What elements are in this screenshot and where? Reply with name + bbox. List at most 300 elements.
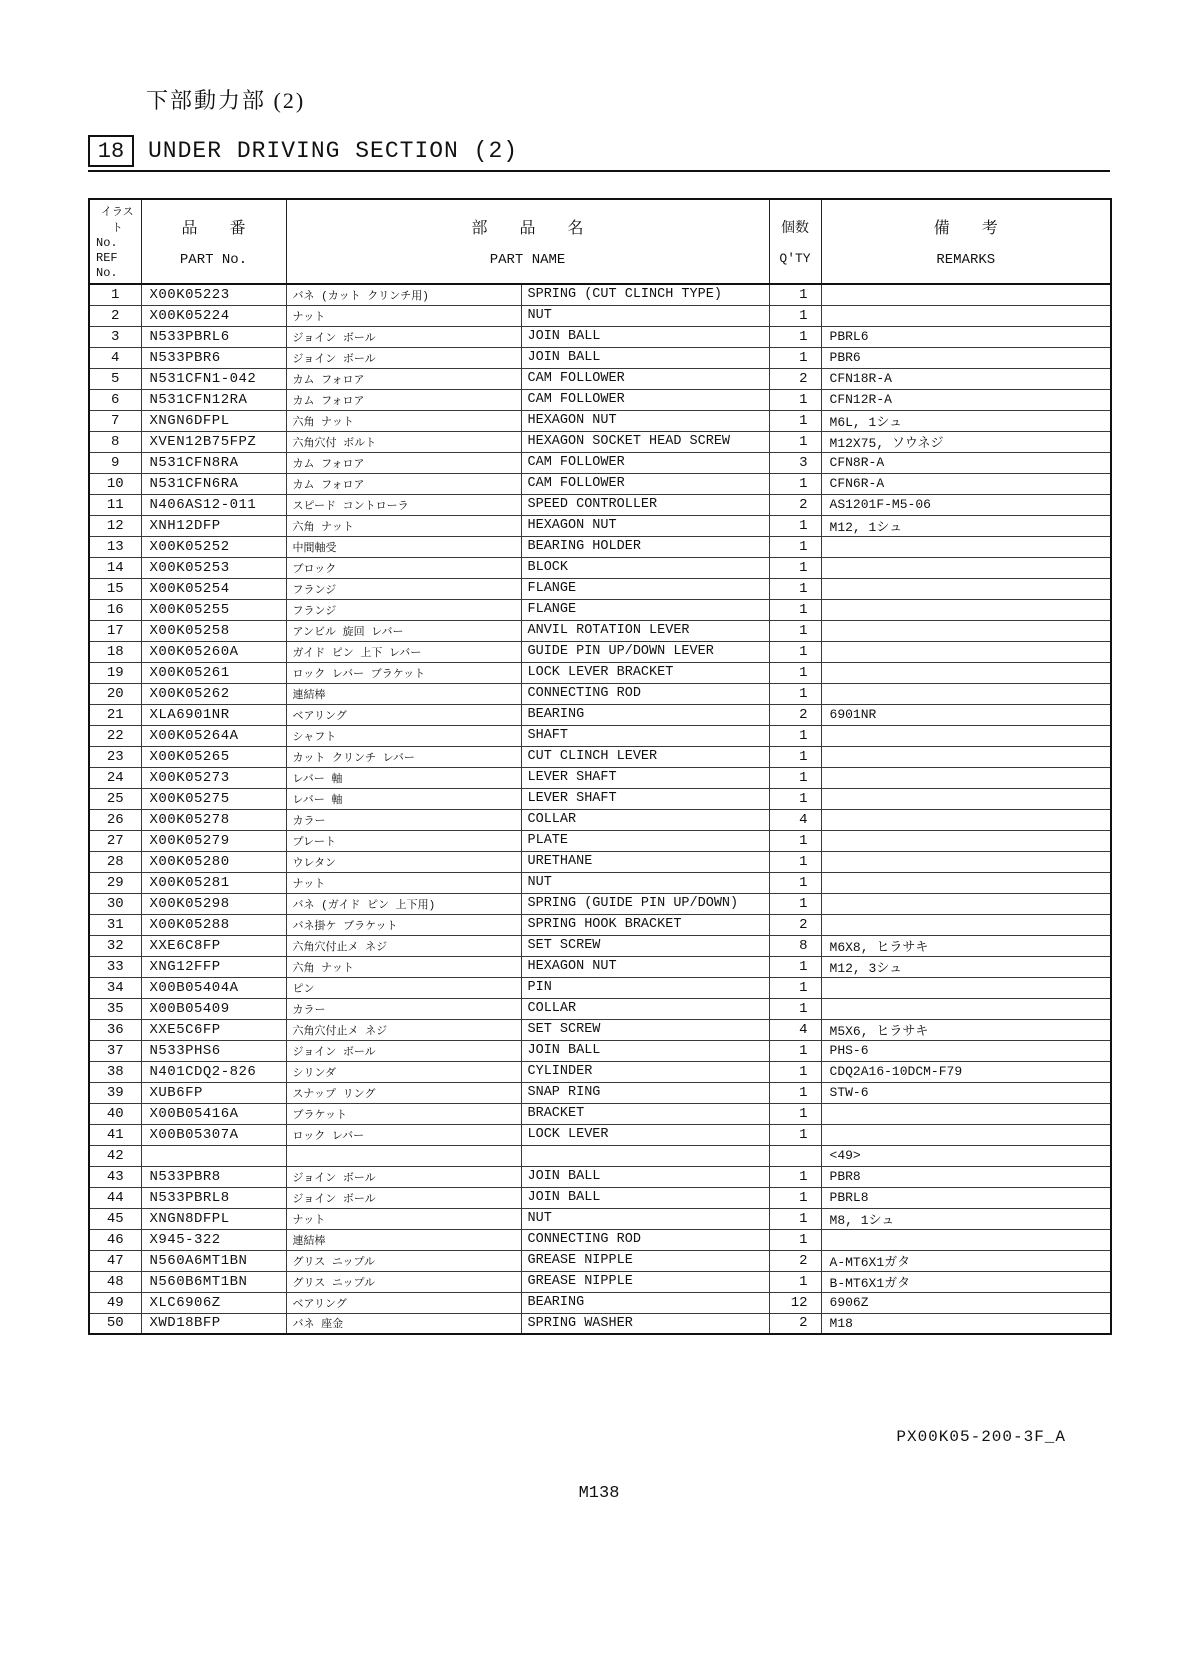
table-row [89,767,1111,788]
ref-no-cell: 26 [89,809,141,830]
part-no-cell: X00B05307A [141,1124,286,1145]
part-name-en-cell: SPRING (CUT CLINCH TYPE) [521,284,769,305]
part-no-cell: X00K05254 [141,578,286,599]
remarks-cell: <49> [821,1145,1111,1166]
part-name-jp-cell: グリス ニップル [286,1271,521,1292]
column-header-part-name [286,199,769,284]
remarks-cell [821,284,1111,305]
part-name-en-cell: FLANGE [521,578,769,599]
ref-no-cell: 9 [89,452,141,473]
remarks-cell [821,536,1111,557]
qty-cell: 1 [769,347,821,368]
remarks-cell: M12X75, ソウネジ [821,431,1111,452]
part-no-cell: N533PBRL8 [141,1187,286,1208]
remarks-cell [821,851,1111,872]
page-number: M138 [578,1484,620,1503]
remarks-cell [821,1229,1111,1250]
ref-no-cell: 39 [89,1082,141,1103]
part-name-jp-cell: カラー [286,998,521,1019]
qty-cell: 1 [769,641,821,662]
document-code: PX00K05-200-3F_A [896,1428,1066,1446]
qty-cell: 1 [769,893,821,914]
qty-cell: 2 [769,1250,821,1271]
part-name-jp-cell: 六角穴付止メ ネジ [286,1019,521,1040]
ref-no-cell: 17 [89,620,141,641]
ref-no-cell: 12 [89,515,141,536]
part-name-en-cell: BLOCK [521,557,769,578]
part-name-jp-cell: フランジ [286,599,521,620]
remarks-cell: M12, 3シュ [821,956,1111,977]
part-name-jp-cell: ジョイン ボール [286,326,521,347]
part-no-cell: X00K05253 [141,557,286,578]
table-row [89,893,1111,914]
qty-cell: 1 [769,410,821,431]
part-name-en-cell: CAM FOLLOWER [521,389,769,410]
part-name-jp-cell: シリンダ [286,1061,521,1082]
part-name-en-cell: PIN [521,977,769,998]
part-no-cell: X00K05265 [141,746,286,767]
header-part-name-jp: 部 品 名 [471,220,584,239]
remarks-cell [821,620,1111,641]
part-no-cell: X00K05260A [141,641,286,662]
part-no-cell [141,1145,286,1166]
part-name-jp-cell: ガイド ピン 上下 レバー [286,641,521,662]
part-name-jp-cell: ジョイン ボール [286,1040,521,1061]
part-name-jp-cell: 六角 ナット [286,956,521,977]
ref-no-cell: 20 [89,683,141,704]
ref-no-cell: 33 [89,956,141,977]
remarks-cell: 6906Z [821,1292,1111,1313]
part-no-cell: XUB6FP [141,1082,286,1103]
qty-cell: 1 [769,725,821,746]
table-row [89,977,1111,998]
table-row [89,1208,1111,1229]
qty-cell: 1 [769,599,821,620]
remarks-cell: 6901NR [821,704,1111,725]
part-name-jp-cell: カム フォロア [286,389,521,410]
part-name-en-cell: SPRING HOOK BRACKET [521,914,769,935]
ref-no-cell: 1 [89,284,141,305]
part-name-en-cell: URETHANE [521,851,769,872]
table-row [89,1103,1111,1124]
qty-cell: 1 [769,746,821,767]
part-name-en-cell: COLLAR [521,998,769,1019]
qty-cell: 1 [769,1061,821,1082]
part-no-cell: X00K05275 [141,788,286,809]
remarks-cell [821,641,1111,662]
part-name-jp-cell: 六角穴付 ボルト [286,431,521,452]
remarks-cell: CFN12R-A [821,389,1111,410]
part-name-jp-cell: ピン [286,977,521,998]
qty-cell: 1 [769,1208,821,1229]
part-name-en-cell: BRACKET [521,1103,769,1124]
part-name-jp-cell: ジョイン ボール [286,1187,521,1208]
remarks-cell [821,809,1111,830]
section-header [88,135,1110,172]
part-name-en-cell: CAM FOLLOWER [521,473,769,494]
part-no-cell: X00K05280 [141,851,286,872]
part-name-jp-cell [286,1145,521,1166]
table-row [89,935,1111,956]
ref-no-cell: 49 [89,1292,141,1313]
part-name-jp-cell: ナット [286,872,521,893]
part-no-cell: XXE5C6FP [141,1019,286,1040]
part-name-jp-cell: ジョイン ボール [286,347,521,368]
remarks-cell: PBR8 [821,1166,1111,1187]
qty-cell: 1 [769,431,821,452]
ref-no-cell: 28 [89,851,141,872]
ref-no-cell: 46 [89,1229,141,1250]
part-name-jp-cell: 中間軸受 [286,536,521,557]
ref-no-cell: 11 [89,494,141,515]
ref-no-cell: 8 [89,431,141,452]
table-row [89,326,1111,347]
part-no-cell: X00K05223 [141,284,286,305]
part-name-jp-cell: ナット [286,305,521,326]
table-row [89,1229,1111,1250]
part-name-jp-cell: グリス ニップル [286,1250,521,1271]
part-name-jp-cell: バネ (ガイド ピン 上下用) [286,893,521,914]
remarks-cell: CDQ2A16-10DCM-F79 [821,1061,1111,1082]
qty-cell: 2 [769,494,821,515]
part-name-en-cell: SPRING WASHER [521,1313,769,1334]
part-no-cell: XNG12FFP [141,956,286,977]
part-name-en-cell: GREASE NIPPLE [521,1271,769,1292]
remarks-cell: AS1201F-M5-06 [821,494,1111,515]
remarks-cell: M8, 1シュ [821,1208,1111,1229]
ref-no-cell: 35 [89,998,141,1019]
table-row [89,1292,1111,1313]
part-name-jp-cell: レバー 軸 [286,767,521,788]
qty-cell: 1 [769,956,821,977]
remarks-cell: STW-6 [821,1082,1111,1103]
ref-no-cell: 29 [89,872,141,893]
part-name-en-cell: GREASE NIPPLE [521,1250,769,1271]
part-name-en-cell: SET SCREW [521,1019,769,1040]
qty-cell: 1 [769,557,821,578]
part-no-cell: N533PHS6 [141,1040,286,1061]
part-no-cell: N533PBRL6 [141,326,286,347]
remarks-cell [821,557,1111,578]
remarks-cell [821,872,1111,893]
part-name-en-cell: CUT CLINCH LEVER [521,746,769,767]
remarks-cell [821,305,1111,326]
column-header-part-no [141,199,286,284]
part-no-cell: X00K05298 [141,893,286,914]
qty-cell: 1 [769,1040,821,1061]
table-row [89,704,1111,725]
part-name-en-cell: COLLAR [521,809,769,830]
part-no-cell: XNGN6DFPL [141,410,286,431]
qty-cell: 2 [769,368,821,389]
header-ref-jp: イラスト [100,207,134,235]
remarks-cell: M12, 1シュ [821,515,1111,536]
part-name-jp-cell: スピード コントローラ [286,494,521,515]
ref-no-cell: 5 [89,368,141,389]
table-row [89,998,1111,1019]
part-name-en-cell: CAM FOLLOWER [521,452,769,473]
table-row [89,1019,1111,1040]
ref-no-cell: 48 [89,1271,141,1292]
part-name-en-cell: NUT [521,872,769,893]
ref-no-cell: 7 [89,410,141,431]
table-row [89,431,1111,452]
qty-cell: 2 [769,1313,821,1334]
part-name-en-cell: SET SCREW [521,935,769,956]
qty-cell: 1 [769,578,821,599]
part-name-jp-cell: カム フォロア [286,473,521,494]
part-no-cell: X00K05264A [141,725,286,746]
part-name-en-cell: LEVER SHAFT [521,767,769,788]
table-row [89,809,1111,830]
parts-table-body [89,284,1111,1334]
part-no-cell: X00K05261 [141,662,286,683]
table-row [89,389,1111,410]
qty-cell [769,1145,821,1166]
qty-cell: 2 [769,914,821,935]
part-no-cell: XLA6901NR [141,704,286,725]
table-row [89,536,1111,557]
remarks-cell: CFN6R-A [821,473,1111,494]
remarks-cell [821,788,1111,809]
part-no-cell: X00K05252 [141,536,286,557]
column-header-ref [89,199,141,284]
remarks-cell: CFN18R-A [821,368,1111,389]
ref-no-cell: 43 [89,1166,141,1187]
part-no-cell: N533PBR6 [141,347,286,368]
part-no-cell: N406AS12-011 [141,494,286,515]
part-name-jp-cell: 連結棒 [286,683,521,704]
part-name-jp-cell: ベアリング [286,1292,521,1313]
part-name-jp-cell: フランジ [286,578,521,599]
qty-cell: 8 [769,935,821,956]
table-row [89,1271,1111,1292]
part-name-en-cell: CAM FOLLOWER [521,368,769,389]
part-no-cell: N531CFN6RA [141,473,286,494]
table-row [89,452,1111,473]
ref-no-cell: 32 [89,935,141,956]
table-row [89,1166,1111,1187]
part-name-jp-cell: バネ (カット クリンチ用) [286,284,521,305]
table-row [89,284,1111,305]
part-no-cell: N401CDQ2-826 [141,1061,286,1082]
qty-cell: 1 [769,1271,821,1292]
table-row [89,494,1111,515]
remarks-cell [821,1124,1111,1145]
part-name-en-cell: LOCK LEVER BRACKET [521,662,769,683]
ref-no-cell: 34 [89,977,141,998]
part-name-en-cell: BEARING HOLDER [521,536,769,557]
parts-table-header [89,199,1111,284]
part-no-cell: N560A6MT1BN [141,1250,286,1271]
part-no-cell: X00K05279 [141,830,286,851]
header-remarks-jp: 備 考 [933,220,998,239]
header-part-no-en: PART No. [179,251,248,268]
table-row [89,641,1111,662]
part-no-cell: XXE6C8FP [141,935,286,956]
part-no-cell: X00K05262 [141,683,286,704]
qty-cell: 1 [769,767,821,788]
table-row [89,578,1111,599]
part-no-cell: N533PBR8 [141,1166,286,1187]
remarks-cell: PHS-6 [821,1040,1111,1061]
part-name-jp-cell: 六角 ナット [286,410,521,431]
ref-no-cell: 25 [89,788,141,809]
remarks-cell [821,914,1111,935]
part-no-cell: X00K05288 [141,914,286,935]
header-ref-no1: No. [96,236,118,250]
part-name-en-cell: BEARING [521,1292,769,1313]
part-name-jp-cell: 六角 ナット [286,515,521,536]
part-name-en-cell: HEXAGON NUT [521,515,769,536]
ref-no-cell: 2 [89,305,141,326]
part-name-jp-cell: アンビル 旋回 レバー [286,620,521,641]
part-name-jp-cell: カム フォロア [286,368,521,389]
remarks-cell: M5X6, ヒラサキ [821,1019,1111,1040]
part-name-en-cell: FLANGE [521,599,769,620]
ref-no-cell: 31 [89,914,141,935]
ref-no-cell: 21 [89,704,141,725]
qty-cell: 1 [769,1124,821,1145]
ref-no-cell: 23 [89,746,141,767]
ref-no-cell: 22 [89,725,141,746]
part-name-en-cell: SPEED CONTROLLER [521,494,769,515]
header-ref-en: REF [96,251,118,265]
qty-cell: 1 [769,326,821,347]
ref-no-cell: 18 [89,641,141,662]
table-row [89,872,1111,893]
part-no-cell: X00K05258 [141,620,286,641]
ref-no-cell: 44 [89,1187,141,1208]
part-name-en-cell: JOIN BALL [521,326,769,347]
ref-no-cell: 4 [89,347,141,368]
table-row [89,683,1111,704]
part-name-jp-cell: カラー [286,809,521,830]
remarks-cell [821,662,1111,683]
remarks-cell: M6X8, ヒラサキ [821,935,1111,956]
table-row [89,557,1111,578]
part-name-jp-cell: 六角穴付止メ ネジ [286,935,521,956]
table-row [89,620,1111,641]
header-qty-jp: 個数 [781,220,810,237]
ref-no-cell: 15 [89,578,141,599]
part-no-cell: XNH12DFP [141,515,286,536]
qty-cell: 1 [769,1187,821,1208]
part-no-cell: X00K05224 [141,305,286,326]
part-name-jp-cell: 連結棒 [286,1229,521,1250]
table-row [89,1061,1111,1082]
table-row [89,368,1111,389]
table-row [89,662,1111,683]
ref-no-cell: 37 [89,1040,141,1061]
qty-cell: 1 [769,851,821,872]
ref-no-cell: 40 [89,1103,141,1124]
part-no-cell: N531CFN1-042 [141,368,286,389]
part-name-jp-cell: ブラケット [286,1103,521,1124]
remarks-cell [821,746,1111,767]
part-name-jp-cell: カム フォロア [286,452,521,473]
ref-no-cell: 41 [89,1124,141,1145]
parts-table [88,198,1112,1335]
part-no-cell: X00K05255 [141,599,286,620]
header-part-name-en: PART NAME [489,251,566,268]
part-name-en-cell: NUT [521,305,769,326]
ref-no-cell: 6 [89,389,141,410]
part-name-jp-cell: バネ掛ケ ブラケット [286,914,521,935]
part-name-en-cell: GUIDE PIN UP/DOWN LEVER [521,641,769,662]
remarks-cell [821,578,1111,599]
header-part-no-jp: 品 番 [181,220,246,239]
part-no-cell: XLC6906Z [141,1292,286,1313]
table-row [89,473,1111,494]
part-name-en-cell: CYLINDER [521,1061,769,1082]
qty-cell: 1 [769,662,821,683]
ref-no-cell: 14 [89,557,141,578]
table-row [89,1124,1111,1145]
remarks-cell: PBR6 [821,347,1111,368]
part-name-jp-cell: カット クリンチ レバー [286,746,521,767]
part-name-en-cell: BEARING [521,704,769,725]
table-row [89,830,1111,851]
qty-cell: 1 [769,1082,821,1103]
qty-cell: 1 [769,284,821,305]
qty-cell: 1 [769,1229,821,1250]
part-name-jp-cell: ベアリング [286,704,521,725]
table-row [89,1145,1111,1166]
part-name-en-cell: CONNECTING ROD [521,1229,769,1250]
remarks-cell: CFN8R-A [821,452,1111,473]
qty-cell: 1 [769,998,821,1019]
part-name-en-cell: HEXAGON NUT [521,410,769,431]
remarks-cell: M6L, 1シュ [821,410,1111,431]
ref-no-cell: 47 [89,1250,141,1271]
table-row [89,515,1111,536]
table-row [89,914,1111,935]
remarks-cell [821,998,1111,1019]
part-no-cell: X00B05416A [141,1103,286,1124]
ref-no-cell: 3 [89,326,141,347]
part-name-jp-cell: ブロック [286,557,521,578]
part-name-en-cell: PLATE [521,830,769,851]
ref-no-cell: 13 [89,536,141,557]
ref-no-cell: 45 [89,1208,141,1229]
part-name-jp-cell: ロック レバー [286,1124,521,1145]
table-row [89,1250,1111,1271]
part-name-en-cell: LOCK LEVER [521,1124,769,1145]
ref-no-cell: 38 [89,1061,141,1082]
part-no-cell: X00B05404A [141,977,286,998]
part-no-cell: X00K05273 [141,767,286,788]
part-name-jp-cell: ロック レバー ブラケット [286,662,521,683]
part-name-en-cell: CONNECTING ROD [521,683,769,704]
header-remarks-en: REMARKS [936,251,996,268]
ref-no-cell: 36 [89,1019,141,1040]
qty-cell: 1 [769,683,821,704]
qty-cell: 1 [769,305,821,326]
table-row [89,1040,1111,1061]
table-row [89,410,1111,431]
qty-cell: 1 [769,977,821,998]
table-row [89,347,1111,368]
qty-cell: 1 [769,515,821,536]
table-row [89,1313,1111,1334]
section-title: UNDER DRIVING SECTION (2) [148,138,519,164]
part-name-jp-cell: シャフト [286,725,521,746]
part-name-en-cell: ANVIL ROTATION LEVER [521,620,769,641]
part-name-en-cell: SNAP RING [521,1082,769,1103]
ref-no-cell: 30 [89,893,141,914]
part-no-cell: N531CFN8RA [141,452,286,473]
